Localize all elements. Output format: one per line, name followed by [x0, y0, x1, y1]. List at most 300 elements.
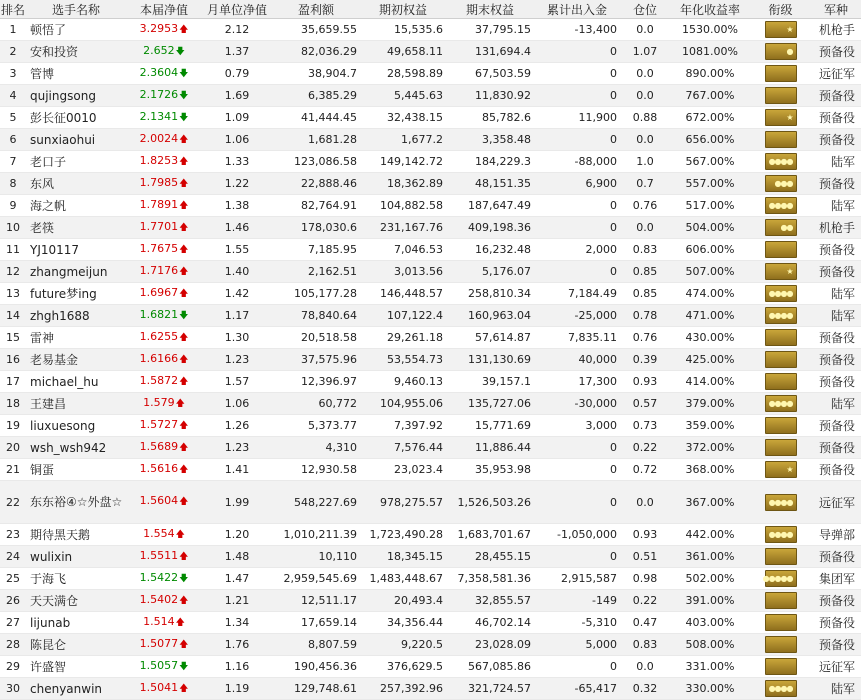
- nav-value: 1.579: [143, 395, 175, 409]
- rank-cell: 20: [0, 437, 26, 459]
- nav-value: 1.7891: [139, 197, 179, 211]
- table-row[interactable]: [0, 546, 861, 568]
- arm-cell: 预备役: [811, 129, 861, 151]
- nav-value: 2.652: [143, 43, 175, 57]
- rank-badge-cell: [750, 415, 811, 437]
- table-row[interactable]: [0, 634, 861, 656]
- arrow-down-icon: 🡇: [179, 90, 189, 101]
- nav-cell: [126, 568, 202, 590]
- shoulder-badge-icon: [765, 131, 797, 148]
- rank-cell: 29: [0, 656, 26, 678]
- arm-cell: 远征军: [811, 656, 861, 678]
- header-nav: 本届净值: [126, 0, 202, 19]
- nav-value: 1.7701: [139, 219, 179, 233]
- arm-cell: 导弹部: [811, 524, 861, 546]
- nav-cell: [126, 656, 202, 678]
- arrow-up-icon: 🡅: [179, 244, 189, 255]
- profit-cell: 2,959,545.69: [272, 568, 360, 590]
- player-name[interactable]: 安和投资: [26, 41, 126, 63]
- rank-badge-cell: [750, 63, 811, 85]
- arm-cell: 预备役: [811, 459, 861, 481]
- player-name[interactable]: 东东裕④☆外盘☆: [26, 481, 126, 524]
- shoulder-badge-icon: ●●●●●: [765, 570, 797, 587]
- flow-cell: 7,184.49: [534, 283, 620, 305]
- nav-value: 1.554: [143, 526, 175, 540]
- player-name[interactable]: 许盛智: [26, 656, 126, 678]
- player-name[interactable]: 海之帆: [26, 195, 126, 217]
- annual-return-cell: 890.00%: [670, 63, 750, 85]
- shoulder-badge-icon: ★: [765, 461, 797, 478]
- arm-cell: 预备役: [811, 437, 861, 459]
- rank-badge-cell: [750, 590, 811, 612]
- rank-cell: 4: [0, 85, 26, 107]
- nav-cell: [126, 481, 202, 524]
- position-cell: 1.0: [620, 151, 670, 173]
- player-name[interactable]: 雷神: [26, 327, 126, 349]
- arm-cell: 预备役: [811, 173, 861, 195]
- nav-cell: [126, 151, 202, 173]
- end-equity-cell: 184,229.3: [446, 151, 534, 173]
- flow-cell: 7,835.11: [534, 327, 620, 349]
- rank-badge-cell: [750, 371, 811, 393]
- arm-cell: 预备役: [811, 85, 861, 107]
- table-row[interactable]: [0, 19, 861, 41]
- table-row[interactable]: [0, 459, 861, 481]
- rank-cell: 11: [0, 239, 26, 261]
- start-equity-cell: 9,460.13: [360, 371, 446, 393]
- nav-value: 2.1341: [139, 109, 179, 123]
- start-equity-cell: 231,167.76: [360, 217, 446, 239]
- nav-value: 2.1726: [139, 87, 179, 101]
- profit-cell: 10,110: [272, 546, 360, 568]
- player-name[interactable]: sunxiaohui: [26, 129, 126, 151]
- table-row[interactable]: [0, 349, 861, 371]
- position-cell: 0.39: [620, 349, 670, 371]
- arrow-up-icon: 🡅: [179, 497, 189, 507]
- monthly-nav-cell: 1.09: [202, 107, 272, 129]
- arrow-down-icon: 🡇: [175, 46, 185, 57]
- profit-cell: 190,456.36: [272, 656, 360, 678]
- flow-cell: 6,900: [534, 173, 620, 195]
- player-name[interactable]: qujingsong: [26, 85, 126, 107]
- position-cell: 0.47: [620, 612, 670, 634]
- table-row[interactable]: [0, 305, 861, 327]
- shoulder-badge-icon: ●●●●: [765, 285, 797, 302]
- nav-cell: [126, 305, 202, 327]
- header-profit: 盈利额: [272, 0, 360, 19]
- profit-cell: 1,681.28: [272, 129, 360, 151]
- profit-cell: 12,511.17: [272, 590, 360, 612]
- nav-cell: [126, 524, 202, 546]
- rank-badge-cell: [750, 107, 811, 129]
- shoulder-badge-icon: [765, 329, 797, 346]
- end-equity-cell: 135,727.06: [446, 393, 534, 415]
- flow-cell: 0: [534, 261, 620, 283]
- monthly-nav-cell: 1.40: [202, 261, 272, 283]
- rank-cell: 13: [0, 283, 26, 305]
- flow-cell: 17,300: [534, 371, 620, 393]
- nav-value: 1.514: [143, 614, 175, 628]
- annual-return-cell: 359.00%: [670, 415, 750, 437]
- player-name[interactable]: future梦ing: [26, 283, 126, 305]
- monthly-nav-cell: 1.19: [202, 678, 272, 700]
- nav-cell: [126, 85, 202, 107]
- annual-return-cell: 517.00%: [670, 195, 750, 217]
- table-row[interactable]: [0, 415, 861, 437]
- flow-cell: 0: [534, 546, 620, 568]
- annual-return-cell: 471.00%: [670, 305, 750, 327]
- profit-cell: 37,575.96: [272, 349, 360, 371]
- arrow-up-icon: 🡅: [179, 595, 189, 606]
- monthly-nav-cell: 1.47: [202, 568, 272, 590]
- monthly-nav-cell: 1.37: [202, 41, 272, 63]
- flow-cell: 2,000: [534, 239, 620, 261]
- annual-return-cell: 372.00%: [670, 437, 750, 459]
- table-row[interactable]: [0, 678, 861, 700]
- rank-cell: 30: [0, 678, 26, 700]
- nav-value: 1.7675: [139, 241, 179, 255]
- player-name[interactable]: 彭长征0010: [26, 107, 126, 129]
- arm-cell: 预备役: [811, 107, 861, 129]
- player-name[interactable]: lijunab: [26, 612, 126, 634]
- table-row[interactable]: [0, 612, 861, 634]
- player-name[interactable]: chenyanwin: [26, 678, 126, 700]
- end-equity-cell: 11,830.92: [446, 85, 534, 107]
- rank-cell: 25: [0, 568, 26, 590]
- rank-cell: 23: [0, 524, 26, 546]
- nav-cell: [126, 371, 202, 393]
- shoulder-badge-icon: ●●●●: [765, 307, 797, 324]
- rank-badge-cell: [750, 283, 811, 305]
- nav-cell: [126, 415, 202, 437]
- nav-value: 1.7985: [139, 175, 179, 189]
- nav-cell: [126, 173, 202, 195]
- position-cell: 1.07: [620, 41, 670, 63]
- start-equity-cell: 1,677.2: [360, 129, 446, 151]
- profit-cell: 1,010,211.39: [272, 524, 360, 546]
- position-cell: 0.76: [620, 327, 670, 349]
- rank-cell: 14: [0, 305, 26, 327]
- end-equity-cell: 46,702.14: [446, 612, 534, 634]
- player-name[interactable]: 铜蛋: [26, 459, 126, 481]
- arrow-up-icon: 🡅: [179, 222, 189, 233]
- arm-cell: 陆军: [811, 195, 861, 217]
- shoulder-badge-icon: [765, 548, 797, 565]
- end-equity-cell: 16,232.48: [446, 239, 534, 261]
- nav-value: 1.8253: [139, 153, 179, 167]
- arrow-up-icon: 🡅: [175, 617, 185, 628]
- position-cell: 0.85: [620, 283, 670, 305]
- start-equity-cell: 1,483,448.67: [360, 568, 446, 590]
- player-name[interactable]: 管博: [26, 63, 126, 85]
- rank-badge-cell: [750, 568, 811, 590]
- nav-cell: [126, 349, 202, 371]
- monthly-nav-cell: 1.23: [202, 437, 272, 459]
- annual-return-cell: 672.00%: [670, 107, 750, 129]
- arm-cell: 陆军: [811, 678, 861, 700]
- table-row[interactable]: [0, 283, 861, 305]
- table-row[interactable]: [0, 371, 861, 393]
- start-equity-cell: 28,598.89: [360, 63, 446, 85]
- monthly-nav-cell: 1.55: [202, 239, 272, 261]
- shoulder-badge-icon: [765, 417, 797, 434]
- annual-return-cell: 368.00%: [670, 459, 750, 481]
- monthly-nav-cell: 1.23: [202, 349, 272, 371]
- flow-cell: 40,000: [534, 349, 620, 371]
- table-row[interactable]: [0, 63, 861, 85]
- table-row[interactable]: [0, 107, 861, 129]
- arm-cell: 预备役: [811, 415, 861, 437]
- position-cell: 0.73: [620, 415, 670, 437]
- profit-cell: 4,310: [272, 437, 360, 459]
- profit-cell: 178,030.6: [272, 217, 360, 239]
- flow-cell: 5,000: [534, 634, 620, 656]
- flow-cell: 2,915,587: [534, 568, 620, 590]
- table-row[interactable]: [0, 524, 861, 546]
- table-row[interactable]: [0, 195, 861, 217]
- start-equity-cell: 146,448.57: [360, 283, 446, 305]
- annual-return-cell: 567.00%: [670, 151, 750, 173]
- end-equity-cell: 85,782.6: [446, 107, 534, 129]
- rank-cell: 21: [0, 459, 26, 481]
- player-name[interactable]: 顿悟了: [26, 19, 126, 41]
- header-flow: 累计出入金: [534, 0, 620, 19]
- flow-cell: 0: [534, 41, 620, 63]
- flow-cell: 0: [534, 437, 620, 459]
- arrow-up-icon: 🡅: [179, 551, 189, 562]
- position-cell: 0.57: [620, 393, 670, 415]
- nav-value: 1.6821: [139, 307, 179, 321]
- player-name[interactable]: 天天满仓: [26, 590, 126, 612]
- nav-cell: [126, 459, 202, 481]
- arm-cell: 陆军: [811, 393, 861, 415]
- flow-cell: -88,000: [534, 151, 620, 173]
- arrow-down-icon: 🡇: [179, 661, 189, 672]
- nav-value: 1.5041: [139, 680, 179, 694]
- ranking-body: [0, 19, 861, 700]
- nav-value: 2.0024: [139, 131, 179, 145]
- end-equity-cell: 321,724.57: [446, 678, 534, 700]
- monthly-nav-cell: 1.26: [202, 415, 272, 437]
- flow-cell: 0: [534, 656, 620, 678]
- nav-value: 1.5511: [139, 548, 179, 562]
- position-cell: 0.85: [620, 261, 670, 283]
- player-name[interactable]: YJ10117: [26, 239, 126, 261]
- rank-badge-cell: [750, 195, 811, 217]
- player-name[interactable]: 陈昆仑: [26, 634, 126, 656]
- position-cell: 0.22: [620, 437, 670, 459]
- table-row[interactable]: [0, 656, 861, 678]
- arm-cell: 远征军: [811, 63, 861, 85]
- player-name[interactable]: 老易基金: [26, 349, 126, 371]
- flow-cell: 11,900: [534, 107, 620, 129]
- arm-cell: 预备役: [811, 634, 861, 656]
- table-row[interactable]: [0, 151, 861, 173]
- nav-value: 1.5872: [139, 373, 179, 387]
- table-row[interactable]: [0, 437, 861, 459]
- annual-return-cell: 403.00%: [670, 612, 750, 634]
- profit-cell: 6,385.29: [272, 85, 360, 107]
- profit-cell: 38,904.7: [272, 63, 360, 85]
- flow-cell: -65,417: [534, 678, 620, 700]
- shoulder-badge-icon: [765, 87, 797, 104]
- monthly-nav-cell: 1.76: [202, 634, 272, 656]
- monthly-nav-cell: 1.57: [202, 371, 272, 393]
- header-end-equity: 期末权益: [446, 0, 534, 19]
- arm-cell: 预备役: [811, 546, 861, 568]
- player-name[interactable]: zhgh1688: [26, 305, 126, 327]
- end-equity-cell: 57,614.87: [446, 327, 534, 349]
- arrow-up-icon: 🡅: [175, 529, 185, 540]
- shoulder-badge-icon: [765, 592, 797, 609]
- table-row[interactable]: [0, 327, 861, 349]
- monthly-nav-cell: 1.99: [202, 481, 272, 524]
- flow-cell: -1,050,000: [534, 524, 620, 546]
- player-name[interactable]: liuxuesong: [26, 415, 126, 437]
- nav-value: 1.6255: [139, 329, 179, 343]
- monthly-nav-cell: 1.17: [202, 305, 272, 327]
- monthly-nav-cell: 1.41: [202, 459, 272, 481]
- shoulder-badge-icon: ●●●●: [765, 153, 797, 170]
- arrow-up-icon: 🡅: [179, 376, 189, 387]
- player-name[interactable]: 老口子: [26, 151, 126, 173]
- start-equity-cell: 7,046.53: [360, 239, 446, 261]
- profit-cell: 82,764.91: [272, 195, 360, 217]
- player-name[interactable]: michael_hu: [26, 371, 126, 393]
- arm-cell: 预备役: [811, 327, 861, 349]
- end-equity-cell: 67,503.59: [446, 63, 534, 85]
- arrow-up-icon: 🡅: [179, 442, 189, 453]
- nav-value: 1.5077: [139, 636, 179, 650]
- rank-badge-cell: [750, 151, 811, 173]
- annual-return-cell: 606.00%: [670, 239, 750, 261]
- position-cell: 0.78: [620, 305, 670, 327]
- player-name[interactable]: wsh_wsh942: [26, 437, 126, 459]
- position-cell: 0.88: [620, 107, 670, 129]
- rank-cell: 7: [0, 151, 26, 173]
- annual-return-cell: 379.00%: [670, 393, 750, 415]
- arrow-up-icon: 🡅: [179, 266, 189, 277]
- end-equity-cell: 11,886.44: [446, 437, 534, 459]
- profit-cell: 20,518.58: [272, 327, 360, 349]
- nav-value: 1.7176: [139, 263, 179, 277]
- monthly-nav-cell: 1.48: [202, 546, 272, 568]
- end-equity-cell: 567,085.86: [446, 656, 534, 678]
- player-name[interactable]: 王建昌: [26, 393, 126, 415]
- annual-return-cell: 507.00%: [670, 261, 750, 283]
- start-equity-cell: 15,535.6: [360, 19, 446, 41]
- rank-badge-cell: [750, 612, 811, 634]
- flow-cell: 3,000: [534, 415, 620, 437]
- start-equity-cell: 7,397.92: [360, 415, 446, 437]
- table-row[interactable]: [0, 85, 861, 107]
- monthly-nav-cell: 1.06: [202, 129, 272, 151]
- arm-cell: 预备役: [811, 612, 861, 634]
- monthly-nav-cell: 1.42: [202, 283, 272, 305]
- position-cell: 0.93: [620, 371, 670, 393]
- header-row: [0, 0, 861, 19]
- arrow-down-icon: 🡇: [179, 112, 189, 123]
- table-row[interactable]: [0, 261, 861, 283]
- position-cell: 0.98: [620, 568, 670, 590]
- start-equity-cell: 23,023.4: [360, 459, 446, 481]
- table-row[interactable]: [0, 393, 861, 415]
- annual-return-cell: 767.00%: [670, 85, 750, 107]
- start-equity-cell: 3,013.56: [360, 261, 446, 283]
- shoulder-badge-icon: [765, 614, 797, 631]
- flow-cell: 0: [534, 195, 620, 217]
- rank-badge-cell: [750, 481, 811, 524]
- end-equity-cell: 23,028.09: [446, 634, 534, 656]
- profit-cell: 123,086.58: [272, 151, 360, 173]
- table-row[interactable]: [0, 590, 861, 612]
- table-row[interactable]: [0, 129, 861, 151]
- annual-return-cell: 425.00%: [670, 349, 750, 371]
- rank-cell: 24: [0, 546, 26, 568]
- annual-return-cell: 414.00%: [670, 371, 750, 393]
- end-equity-cell: 7,358,581.36: [446, 568, 534, 590]
- end-equity-cell: 258,810.34: [446, 283, 534, 305]
- arm-cell: 集团军: [811, 568, 861, 590]
- profit-cell: 22,888.46: [272, 173, 360, 195]
- nav-cell: [126, 217, 202, 239]
- player-name[interactable]: zhangmeijun: [26, 261, 126, 283]
- arrow-up-icon: 🡅: [179, 683, 189, 694]
- nav-cell: [126, 678, 202, 700]
- nav-cell: [126, 129, 202, 151]
- header-rank-badge: 衔级: [750, 0, 811, 19]
- nav-cell: [126, 327, 202, 349]
- table-row[interactable]: [0, 173, 861, 195]
- rank-badge-cell: [750, 459, 811, 481]
- start-equity-cell: 257,392.96: [360, 678, 446, 700]
- nav-cell: [126, 283, 202, 305]
- rank-badge-cell: [750, 85, 811, 107]
- profit-cell: 41,444.45: [272, 107, 360, 129]
- flow-cell: 0: [534, 129, 620, 151]
- profit-cell: 5,373.77: [272, 415, 360, 437]
- player-name[interactable]: 东风: [26, 173, 126, 195]
- rank-cell: 22: [0, 481, 26, 524]
- start-equity-cell: 149,142.72: [360, 151, 446, 173]
- annual-return-cell: 474.00%: [670, 283, 750, 305]
- rank-badge-cell: [750, 173, 811, 195]
- arm-cell: 预备役: [811, 41, 861, 63]
- player-name[interactable]: wulixin: [26, 546, 126, 568]
- profit-cell: 129,748.61: [272, 678, 360, 700]
- table-row[interactable]: [0, 568, 861, 590]
- nav-cell: [126, 239, 202, 261]
- table-row[interactable]: [0, 481, 861, 524]
- player-name[interactable]: 期待黑天鹅: [26, 524, 126, 546]
- rank-cell: 2: [0, 41, 26, 63]
- start-equity-cell: 49,658.11: [360, 41, 446, 63]
- nav-value: 3.2953: [139, 21, 179, 35]
- table-row[interactable]: [0, 41, 861, 63]
- shoulder-badge-icon: [765, 658, 797, 675]
- rank-badge-cell: [750, 437, 811, 459]
- shoulder-badge-icon: ●●●●: [765, 494, 797, 511]
- table-row[interactable]: [0, 239, 861, 261]
- rank-cell: 15: [0, 327, 26, 349]
- table-row[interactable]: [0, 217, 861, 239]
- arm-cell: 陆军: [811, 305, 861, 327]
- header-arm: 军种: [811, 0, 861, 19]
- player-name[interactable]: 于海飞: [26, 568, 126, 590]
- player-name[interactable]: 老筷: [26, 217, 126, 239]
- arrow-up-icon: 🡅: [179, 156, 189, 167]
- annual-return-cell: 502.00%: [670, 568, 750, 590]
